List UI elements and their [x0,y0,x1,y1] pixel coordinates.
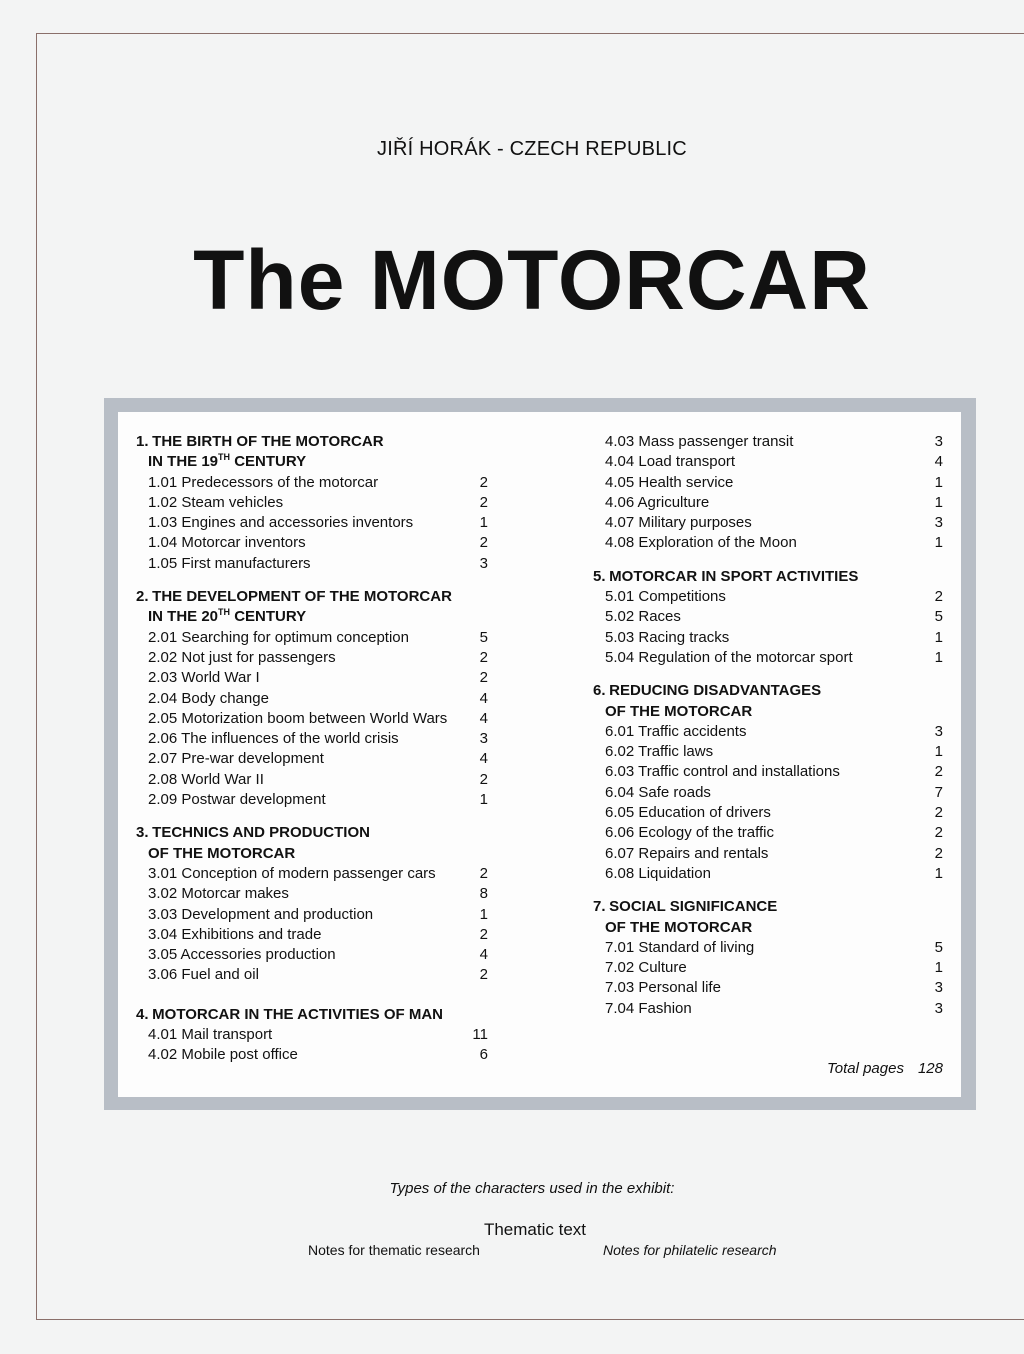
list-item: 3.05 Accessories production 4 [136,945,488,965]
list-item: 1.04 Motorcar inventors 2 [136,533,488,553]
page-count: 2 [479,534,488,552]
legend-title: Types of the characters used in the exhibit: [389,1180,675,1197]
list-item: 4.02 Mobile post office 6 [136,1045,488,1065]
list-item: 4.05 Health service 1 [593,473,943,493]
legend-thematic-text: Thematic text [483,1220,587,1239]
page-count: 5 [479,628,488,646]
legend-notes-thematic: Notes for thematic research [308,1242,480,1258]
section-heading-line2: OF THE MOTORCAR [148,844,296,862]
list-item: 3.01 Conception of modern passenger cars 2 [136,864,488,884]
page-count: 1 [934,473,943,491]
contents-right-column [593,432,943,1019]
page-count: 5 [934,938,943,956]
page-count: 4 [479,750,488,768]
page-count: 3 [934,722,943,740]
list-item: 4.07 Military purposes 3 [593,513,943,533]
section-4-continued [593,432,943,554]
list-item: 6.08 Liquidation 1 [593,864,943,884]
page-count: 1 [934,864,943,882]
page-count: 2 [479,473,488,491]
section-heading: 7. SOCIAL SIGNIFICANCE [593,898,778,916]
page-count: 11 [472,1026,488,1044]
section-heading-line2: IN THE 20TH CENTURY [148,607,307,626]
section-heading-line2: IN THE 19TH CENTURY [148,452,307,471]
page-count: 3 [934,514,943,532]
list-item: 5.01 Competitions 2 [593,587,943,607]
page-count: 1 [479,514,488,532]
page-title: The MOTORCAR [193,233,871,327]
list-item: 6.02 Traffic laws 1 [593,742,943,762]
section-2 [136,587,488,810]
list-item: 6.07 Repairs and rentals 2 [593,844,943,864]
page-count: 1 [934,743,943,761]
list-item: 3.02 Motorcar makes 8 [136,884,488,904]
page-count: 2 [934,588,943,606]
list-item: 2.09 Postwar development 1 [136,790,488,810]
section-6 [593,681,943,884]
page-count: 4 [934,453,943,471]
page-count: 3 [934,979,943,997]
list-item: 6.01 Traffic accidents 3 [593,722,943,742]
page-count: 3 [479,554,488,572]
section-heading-line2: OF THE MOTORCAR [605,918,753,936]
section-heading-line2: OF THE MOTORCAR [605,702,753,720]
page-count: 2 [479,770,488,788]
list-item: 4.04 Load transport 4 [593,452,943,472]
section-4 [136,1005,488,1066]
list-item: 1.05 First manufacturers 3 [136,554,488,574]
page-count: 6 [479,1046,488,1064]
list-item: 5.02 Races 5 [593,607,943,627]
page-count: 3 [479,730,488,748]
list-item: 2.06 The influences of the world crisis 3 [136,729,488,749]
list-item: 2.02 Not just for passengers 2 [136,648,488,668]
section-title: THE BIRTH OF THE MOTORCAR [152,433,384,450]
list-item: 3.06 Fuel and oil 2 [136,965,488,985]
page-count: 7 [934,783,943,801]
list-item: 2.08 World War II 2 [136,770,488,790]
list-item: 1.01 Predecessors of the motorcar 2 [136,473,488,493]
section-5 [593,567,943,668]
section-heading: 5. MOTORCAR IN SPORT ACTIVITIES [593,567,859,585]
total-pages [827,1060,943,1077]
page-count: 4 [479,709,488,727]
list-item: 7.02 Culture 1 [593,958,943,978]
list-item: 5.03 Racing tracks 1 [593,628,943,648]
page-count: 2 [934,804,943,822]
section-heading [136,432,488,452]
page-count: 2 [479,864,488,882]
page-count: 1 [479,791,488,809]
page-count: 4 [479,689,488,707]
page-count: 2 [479,966,488,984]
contents-card [118,412,961,1097]
list-item: 6.06 Ecology of the traffic 2 [593,823,943,843]
total-label: Total pages [826,1060,904,1077]
page-count: 1 [934,493,943,511]
author-line: JIŘÍ HORÁK - CZECH REPUBLIC [377,138,687,160]
page-count: 2 [934,763,943,781]
list-item: 4.08 Exploration of the Moon 1 [593,533,943,553]
list-item: 5.04 Regulation of the motorcar sport 1 [593,648,943,668]
page-count: 2 [934,844,943,862]
list-item: 7.04 Fashion 3 [593,999,943,1019]
contents-left-column [136,432,488,1066]
list-item: 4.01 Mail transport 11 [136,1025,488,1045]
legend-notes-philatelic: Notes for philatelic research [603,1242,777,1258]
page-count: 3 [934,999,943,1017]
list-item: 6.03 Traffic control and installations 2 [593,762,943,782]
page-count: 1 [479,905,488,923]
list-item: 4.03 Mass passenger transit 3 [593,432,943,452]
list-item: 4.06 Agriculture 1 [593,493,943,513]
list-item: 2.01 Searching for optimum conception 5 [136,628,488,648]
page-count: 1 [934,534,943,552]
section-7 [593,897,943,1019]
list-item: 3.04 Exhibitions and trade 2 [136,925,488,945]
section-1 [136,432,488,574]
list-item: 6.05 Education of drivers 2 [593,803,943,823]
list-item: 2.07 Pre-war development 4 [136,749,488,769]
page-count: 8 [479,885,488,903]
page-count: 2 [479,493,488,511]
section-3 [136,823,488,985]
page-count: 1 [934,628,943,646]
list-item: 7.01 Standard of living 5 [593,938,943,958]
page-count: 1 [934,648,943,666]
page-count: 2 [479,669,488,687]
list-item: 1.02 Steam vehicles 2 [136,493,488,513]
section-heading: 3. TECHNICS AND PRODUCTION [136,824,370,842]
page-count: 5 [934,608,943,626]
list-item: 2.05 Motorization boom between World Wars 4 [136,709,488,729]
page-count: 4 [479,946,488,964]
page-count: 2 [479,925,488,943]
page-count: 3 [934,433,943,450]
section-heading: 2. THE DEVELOPMENT OF THE MOTORCAR [136,588,452,606]
section-heading: 4. MOTORCAR IN THE ACTIVITIES OF MAN [136,1005,444,1023]
page-count: 2 [479,648,488,666]
page-count: 1 [934,959,943,977]
list-item: 2.03 World War I 2 [136,668,488,688]
list-item: 3.03 Development and production 1 [136,905,488,925]
list-item: 6.04 Safe roads 7 [593,783,943,803]
section-number: 1. [136,433,149,450]
list-item: 2.04 Body change 4 [136,689,488,709]
list-item: 1.03 Engines and accessories inventors 1 [136,513,488,533]
list-item: 7.03 Personal life 3 [593,978,943,998]
page-count: 2 [934,824,943,842]
total-value: 128 [917,1060,943,1077]
section-heading: 6. REDUCING DISADVANTAGES [593,682,822,700]
